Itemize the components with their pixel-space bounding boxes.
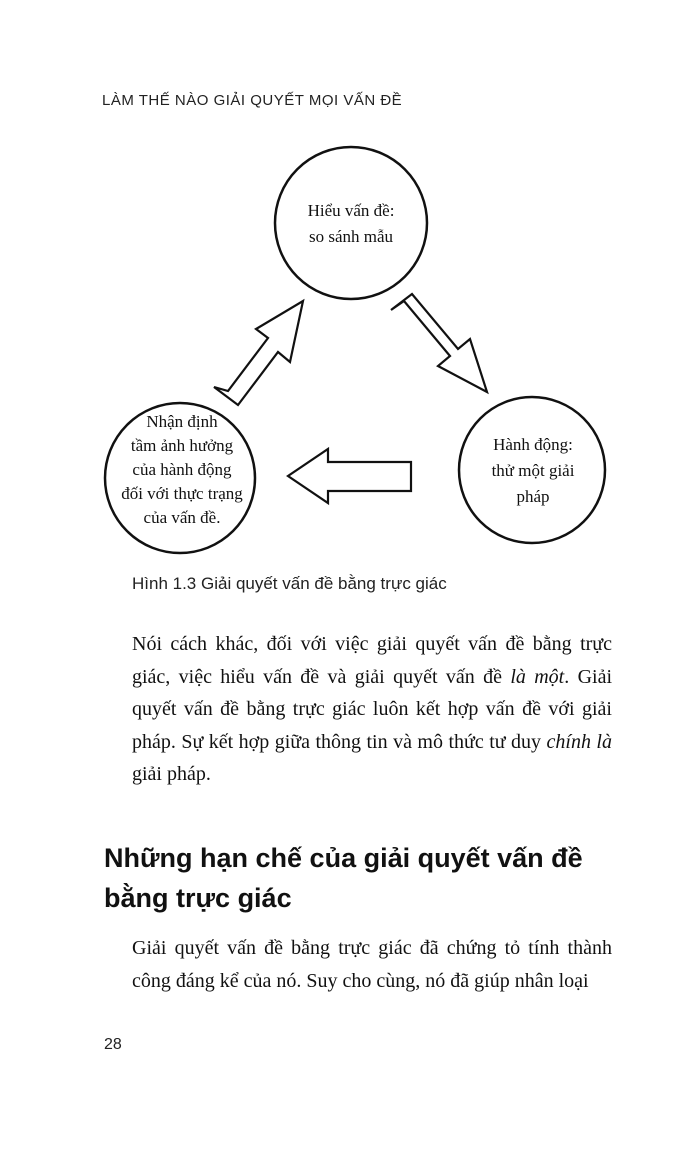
paragraph-text: Nói cách khác, đối với việc giải quyết vấn đề bằng trực giác, việc hiểu vấn đề và giải quyết vấn đề <box>132 633 612 688</box>
arrow-assess-to-understand <box>214 301 303 405</box>
node-understand-line: Hiểu vấn đề: so sánh mẫu <box>307 201 395 246</box>
figure-caption: Hình 1.3 Giải quyết vấn đề bằng trực giác <box>132 574 447 593</box>
node-assess-label <box>98 410 266 530</box>
node-act-line: Hành động: thử một giải pháp <box>491 435 575 506</box>
arrow-act-to-assess <box>288 449 411 503</box>
node-act-label <box>466 432 600 510</box>
emphasis-text: chính là <box>546 730 612 753</box>
running-header: LÀM THẾ NÀO GIẢI QUYẾT MỌI VẤN ĐỀ <box>102 92 403 109</box>
node-assess-line: Nhận định tầm ảnh hưởng của hành động đối với thực trạng của vấn đề. <box>121 412 243 527</box>
page-number: 28 <box>104 1036 122 1053</box>
arrow-understand-to-act <box>391 294 487 392</box>
body-paragraph: Giải quyết vấn đề bằng trực giác đã chứng tỏ tính thành công đáng kể của nó. Suy cho cùng, nó đã giúp nhân loại <box>132 937 612 992</box>
paragraph-text: giải pháp. <box>132 763 211 785</box>
section-heading: Những hạn chế của giải quyết vấn đề bằng trực giác <box>104 843 583 913</box>
emphasis-text: là một <box>510 665 565 688</box>
paragraph-text: . Giải quyết vấn đề bằng trực giác luôn kết hợp vấn đề với giải pháp. Sự kết hợp giữa thông tin và mô thức tư duy <box>132 665 612 753</box>
node-understand-label <box>276 198 426 250</box>
body-paragraph <box>132 628 612 791</box>
